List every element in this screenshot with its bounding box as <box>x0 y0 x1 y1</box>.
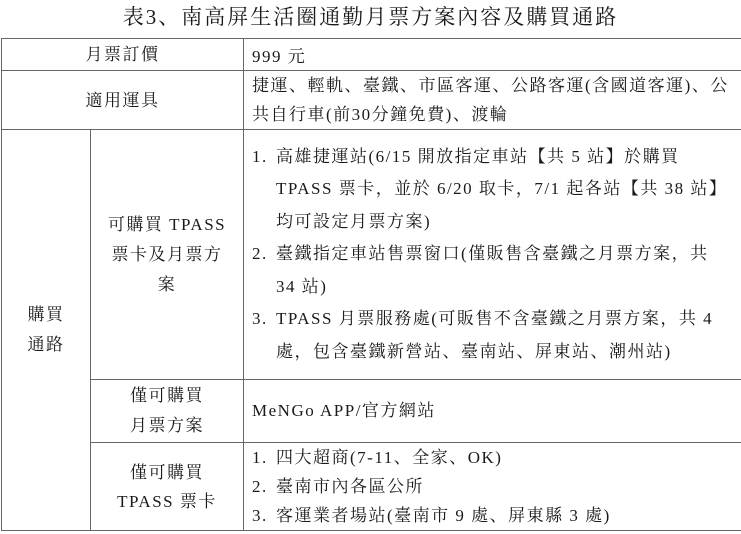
list-item <box>252 472 734 501</box>
channel-group-items <box>244 443 741 531</box>
item-text: TPASS 月票服務處(可販售不含臺鐵之月票方案，共 4 處，包含臺鐵新營站、臺南站、屏東站、潮州站) <box>276 309 714 361</box>
label-line: 僅可購買 <box>130 462 204 482</box>
table-row-vehicles <box>2 71 741 130</box>
channel-group-label <box>91 380 244 443</box>
channel-group-label <box>91 130 244 380</box>
channel-group-value: MeNGo APP/官方網站 <box>244 380 741 443</box>
table-row-channel-pass-only <box>2 380 741 443</box>
list-item <box>252 443 734 472</box>
item-text: 高雄捷運站(6/15 開放指定車站【共 5 站】於購買 TPASS 票卡，並於 6/20 取卡，7/1 起各站【共 38 站】均可設定月票方案) <box>276 146 728 231</box>
item-text: 四大超商(7-11、全家、OK) <box>276 448 503 467</box>
price-value: 999 元 <box>244 39 741 71</box>
price-label: 月票訂價 <box>2 39 244 71</box>
list-item <box>252 238 734 303</box>
item-text: 臺南市內各區公所 <box>276 477 424 496</box>
channel-group-items <box>244 130 741 380</box>
list-item <box>252 501 734 530</box>
list-item <box>252 303 734 368</box>
table-title: 表3、南高屏生活圈通勤月票方案內容及購買通路 <box>122 5 619 29</box>
channels-label-text: 購買通路 <box>27 305 65 354</box>
item-number: 3. <box>252 309 268 329</box>
label-line: TPASS 票卡 <box>117 491 217 511</box>
vehicles-value: 捷運、輕軌、臺鐵、市區客運、公路客運(含國道客運)、公共自行車(前30分鐘免費)、渡輪 <box>244 71 741 130</box>
list-item <box>252 141 734 239</box>
item-text: 客運業者場站(臺南市 9 處、屏東縣 3 處) <box>276 506 611 525</box>
table-row-channel-card-only <box>2 443 741 531</box>
item-number: 3. <box>252 506 268 525</box>
item-number: 2. <box>252 477 268 496</box>
label-line: 僅可購買 <box>130 386 204 405</box>
item-number: 1. <box>252 448 268 467</box>
item-number: 1. <box>252 146 268 166</box>
label-line: 月票方案 <box>130 416 204 435</box>
channel-group-label <box>91 443 244 531</box>
item-number: 2. <box>252 244 268 264</box>
monthly-pass-table <box>1 38 741 531</box>
channel-group-label-text: 可購買 TPASS 票卡及月票方案 <box>107 214 227 294</box>
vehicles-label: 適用運具 <box>2 71 244 130</box>
item-text: 臺鐵指定車站售票窗口(僅販售含臺鐵之月票方案，共 34 站) <box>276 244 709 296</box>
table-row-price <box>2 39 741 71</box>
table-row-channel-both <box>2 130 741 380</box>
channels-label <box>2 130 91 531</box>
